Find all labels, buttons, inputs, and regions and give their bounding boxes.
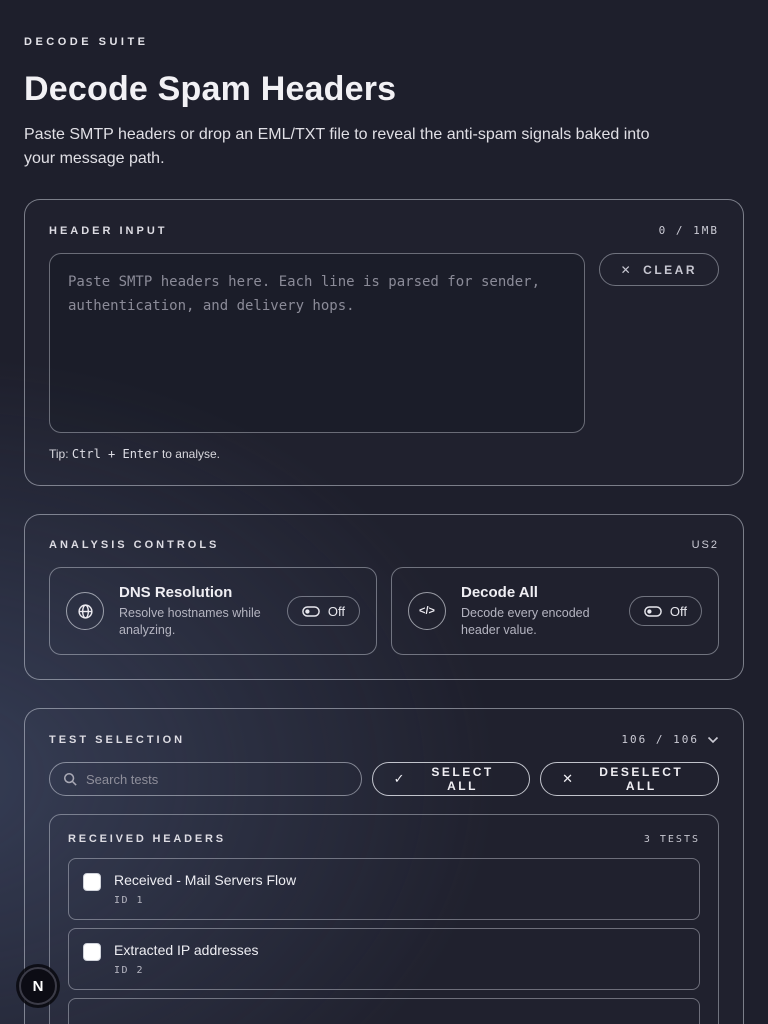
search-icon [63, 772, 77, 786]
test-row[interactable] [68, 858, 700, 920]
toggle-name: DNS Resolution [119, 584, 233, 601]
search-box [49, 762, 362, 796]
deselect-all-button[interactable] [540, 762, 719, 796]
received-headers-group [49, 814, 719, 1024]
tip-prefix: Tip: [49, 447, 69, 461]
headers-textarea[interactable] [49, 253, 585, 433]
toggle-switch-icon [644, 606, 662, 617]
toggle-description: Decode every encoded header value. [461, 606, 590, 637]
size-counter: 0 / 1MB [658, 224, 719, 237]
dns-resolution-toggle-card [49, 567, 377, 655]
brand-badge[interactable] [19, 967, 57, 1005]
test-row-partial[interactable] [68, 998, 700, 1024]
test-selection-title: TEST SELECTION [49, 733, 186, 746]
clear-x-icon: ✕ [620, 262, 634, 277]
clear-button[interactable] [599, 253, 719, 286]
group-test-count: 3 TESTS [643, 833, 700, 845]
test-checkbox[interactable] [83, 873, 101, 891]
toggle-switch-icon [302, 606, 320, 617]
test-counter[interactable] [621, 733, 719, 746]
toggle-state-label: Off [327, 603, 345, 619]
dns-resolution-toggle[interactable] [287, 596, 360, 626]
test-id: ID 2 [114, 965, 145, 976]
code-icon: </> [408, 592, 446, 630]
test-counter-value: 106 / 106 [621, 733, 699, 746]
decode-all-toggle-card [391, 567, 719, 655]
toggle-description: Resolve hostnames while analyzing. [119, 606, 261, 637]
tip-shortcut: Ctrl + Enter [71, 447, 159, 461]
region-badge: US2 [691, 539, 719, 551]
select-all-button[interactable] [372, 762, 531, 796]
toggle-state-label: Off [669, 603, 687, 619]
header-input-title: HEADER INPUT [49, 224, 168, 237]
brand-badge-label: N [32, 977, 44, 995]
clear-button-label: CLEAR [643, 262, 697, 277]
page-subtitle: Paste SMTP headers or drop an EML/TXT file to reveal the anti-spam signals baked into your message path. [24, 126, 650, 167]
shortcut-tip [49, 447, 719, 461]
select-all-label: SELECT ALL [431, 765, 494, 793]
search-input[interactable] [86, 772, 348, 787]
analysis-controls-card [24, 514, 744, 680]
decode-all-toggle[interactable] [629, 596, 702, 626]
check-icon: ✓ [393, 771, 407, 786]
test-checkbox[interactable] [83, 943, 101, 961]
test-selection-card [24, 708, 744, 1024]
deselect-all-label: DESELECT ALL [599, 765, 684, 793]
app-eyebrow: DECODE SUITE [24, 36, 149, 48]
close-icon: ✕ [562, 771, 576, 786]
header-input-card [24, 199, 744, 486]
test-id: ID 1 [114, 895, 145, 906]
test-label: Received - Mail Servers Flow [114, 872, 297, 888]
test-label: Extracted IP addresses [114, 942, 259, 958]
toggle-name: Decode All [461, 584, 538, 601]
page-title: Decode Spam Headers [24, 70, 397, 108]
globe-icon [66, 592, 104, 630]
tip-suffix: to analyse. [161, 447, 220, 461]
test-row[interactable] [68, 928, 700, 990]
group-title: RECEIVED HEADERS [68, 833, 226, 845]
analysis-controls-title: ANALYSIS CONTROLS [49, 539, 220, 551]
chevron-down-icon [707, 736, 719, 744]
